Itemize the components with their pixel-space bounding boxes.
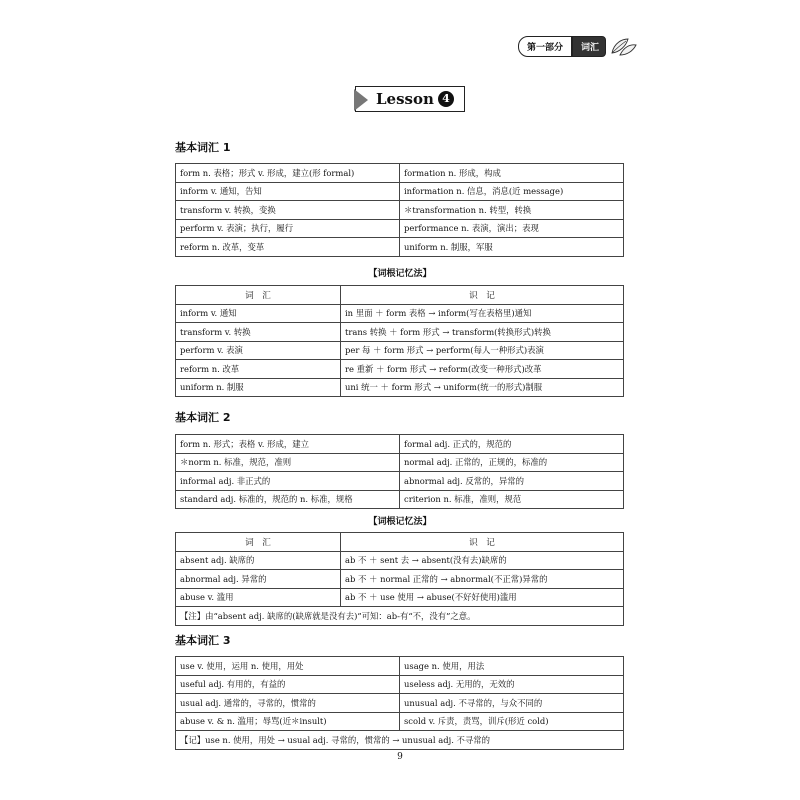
table-cell: perform v. 表演；执行，履行 <box>176 219 400 238</box>
table-row <box>176 164 624 183</box>
table-cell: trans 转换 ＋ form 形式 → transform(转换形式)转换 <box>341 323 624 342</box>
table-cell: inform v. 通知，告知 <box>176 182 400 201</box>
note-row <box>176 731 624 750</box>
table-cell: information n. 信息，消息(近 message) <box>400 182 624 201</box>
table-cell: unusual adj. 不寻常的，与众不同的 <box>400 694 624 713</box>
table-cell: form n. 形式；表格 v. 形成，建立 <box>176 435 400 454</box>
table-row <box>176 490 624 509</box>
note-row <box>176 607 624 626</box>
table-cell: form n. 表格；形式 v. 形成，建立(形 formal) <box>176 164 400 183</box>
table-cell: per 每 ＋ form 形式 → perform(每人一种形式)表演 <box>341 341 624 360</box>
table-cell: ＊transformation n. 转型，转换 <box>400 201 624 220</box>
table-cell: formation n. 形成，构成 <box>400 164 624 183</box>
section-heading-1: 基本词汇 1 <box>175 141 231 154</box>
table-cell: transform v. 转换，变换 <box>176 201 400 220</box>
root-table-1 <box>175 285 624 397</box>
leaf-icon <box>608 37 638 57</box>
table-header-row <box>176 286 624 305</box>
table-cell: ＊norm n. 标准，规范，准则 <box>176 453 400 472</box>
table-row <box>176 551 624 570</box>
table-row <box>176 570 624 589</box>
column-header: 词 汇 <box>176 286 341 305</box>
column-header: 识 记 <box>341 533 624 552</box>
table-cell: useless adj. 无用的，无效的 <box>400 675 624 694</box>
table-row <box>176 219 624 238</box>
note-text: 【记】use n. 使用，用处 → usual adj. 寻常的，惯常的 → unusual adj. 不寻常的 <box>176 731 624 750</box>
lesson-box <box>355 86 465 112</box>
table-cell: ab 不 ＋ use 使用 → abuse(不好好使用)滥用 <box>341 588 624 607</box>
table-cell: inform v. 通知 <box>176 304 341 323</box>
table-row <box>176 694 624 713</box>
table-cell: performance n. 表演，演出；表现 <box>400 219 624 238</box>
table-cell: reform n. 改革 <box>176 360 341 379</box>
table-row <box>176 378 624 397</box>
root-method-caption-2: 【词根记忆法】 <box>368 517 432 527</box>
table-cell: abuse v. 滥用 <box>176 588 341 607</box>
section-label: 词汇 <box>572 36 606 57</box>
column-header: 识 记 <box>341 286 624 305</box>
vocab-table-3 <box>175 656 624 750</box>
vocab-table-2 <box>175 434 624 509</box>
table-cell: formal adj. 正式的，规范的 <box>400 435 624 454</box>
table-row <box>176 712 624 731</box>
table-cell: abnormal adj. 异常的 <box>176 570 341 589</box>
table-row <box>176 238 624 257</box>
table-row <box>176 182 624 201</box>
table-cell: ab 不 ＋ sent 去 → absent(没有去)缺席的 <box>341 551 624 570</box>
table-cell: re 重新 ＋ form 形式 → reform(改变一种形式)改革 <box>341 360 624 379</box>
lesson-number: 4 <box>438 91 454 107</box>
table-row <box>176 675 624 694</box>
section-heading-2: 基本词汇 2 <box>175 411 231 424</box>
table-cell: standard adj. 标准的，规范的 n. 标准，规格 <box>176 490 400 509</box>
table-row <box>176 360 624 379</box>
section-heading-3: 基本词汇 3 <box>175 634 231 647</box>
table-cell: criterion n. 标准，准则，规范 <box>400 490 624 509</box>
note-text: 【注】由“absent adj. 缺席的(缺席就是没有去)”可知：ab-有“不，没有”之意。 <box>176 607 624 626</box>
table-cell: normal adj. 正常的，正规的，标准的 <box>400 453 624 472</box>
table-cell: uniform n. 制服 <box>176 378 341 397</box>
table-cell: perform v. 表演 <box>176 341 341 360</box>
table-row <box>176 657 624 676</box>
table-row <box>176 304 624 323</box>
root-method-caption-1: 【词根记忆法】 <box>368 269 432 279</box>
table-cell: ab 不 ＋ normal 正常的 → abnormal(不正常)异常的 <box>341 570 624 589</box>
part-label: 第一部分 <box>518 36 572 57</box>
table-header-row <box>176 533 624 552</box>
table-row <box>176 453 624 472</box>
table-cell: usual adj. 通常的，寻常的，惯常的 <box>176 694 400 713</box>
table-cell: in 里面 ＋ form 表格 → inform(写在表格里)通知 <box>341 304 624 323</box>
table-row <box>176 341 624 360</box>
page-number: 9 <box>397 752 403 762</box>
table-cell: use v. 使用，运用 n. 使用，用处 <box>176 657 400 676</box>
table-row <box>176 472 624 491</box>
root-table-2 <box>175 532 624 626</box>
table-row <box>176 588 624 607</box>
table-cell: informal adj. 非正式的 <box>176 472 400 491</box>
table-cell: abuse v. & n. 滥用；辱骂(近＊insult) <box>176 712 400 731</box>
triangle-arrow-icon <box>354 89 368 111</box>
lesson-word: Lesson <box>376 90 434 108</box>
vocab-table-1 <box>175 163 624 257</box>
table-cell: reform n. 改革，变革 <box>176 238 400 257</box>
table-row <box>176 323 624 342</box>
table-cell: uniform n. 制服，军服 <box>400 238 624 257</box>
table-row <box>176 435 624 454</box>
table-cell: transform v. 转换 <box>176 323 341 342</box>
table-row <box>176 201 624 220</box>
lesson-title <box>355 86 465 112</box>
table-cell: abnormal adj. 反常的，异常的 <box>400 472 624 491</box>
column-header: 词 汇 <box>176 533 341 552</box>
table-cell: uni 统一 ＋ form 形式 → uniform(统一的形式)制服 <box>341 378 624 397</box>
table-cell: absent adj. 缺席的 <box>176 551 341 570</box>
table-cell: usage n. 使用，用法 <box>400 657 624 676</box>
table-cell: useful adj. 有用的，有益的 <box>176 675 400 694</box>
chapter-badge <box>518 36 638 57</box>
table-cell: scold v. 斥责，责骂，训斥(形近 cold) <box>400 712 624 731</box>
